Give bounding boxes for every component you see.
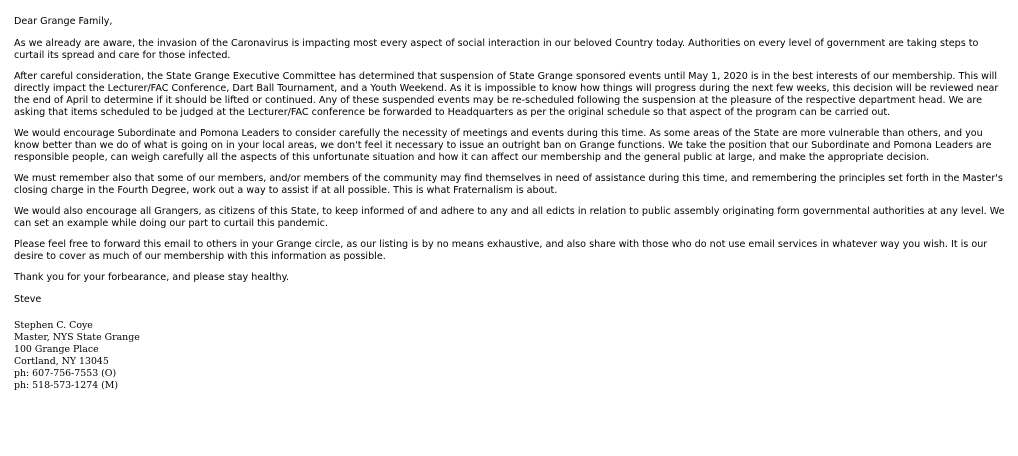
signature-title: Master, NYS State Grange	[14, 332, 140, 343]
email-signature	[14, 320, 1010, 392]
email-paragraph-2: After careful consideration, the State Grange Executive Committee has determined that suspension of State Grange sponsored events until May 1, 2020 is in the best interests of our membership. This will directly impact the Lecturer/FAC Conference, Dart Ball Tournament, and a Youth Weekend. As it is impossible to know how things will progress during the next few weeks, this decision will be reviewed near the end of April to determine if it should be lifted or continued. Any of these suspended events may be re-scheduled following the suspension at the pleasure of the respective department head. We are asking that items scheduled to be judged at the Lecturer/FAC conference be forwarded to Headquarters as per the original schedule so that aspect of the program can be carried out.	[14, 71, 999, 118]
email-paragraph-4: We must remember also that some of our members, and/or members of the community may find themselves in need of assistance during this time, and remembering the principles set forth in the Master's closing charge in the Fourth Degree, work out a way to assist if at all possible. This is what Fraternalism is about.	[14, 173, 1003, 196]
signature-phone-office: ph: 607-756-7553 (O)	[14, 368, 117, 379]
email-paragraph-1: As we already are aware, the invasion of the Caronavirus is impacting most every aspect of social interaction in our beloved Country today. Authorities on every level of government are taking steps to curtail its spread and care for those infected.	[14, 38, 979, 61]
signature-street: 100 Grange Place	[14, 344, 99, 355]
signature-city: Cortland, NY 13045	[14, 356, 109, 367]
email-paragraph-3: We would encourage Subordinate and Pomona Leaders to consider carefully the necessity of meetings and events during this time. As some areas of the State are more vulnerable than others, and you know better than we do of what is going on in your local areas, we don't feel it necessary to issue an outright ban on Grange functions. We take the position that our Subordinate and Pomona Leaders are responsible people, can weigh carefully all the aspects of this unfortunate situation and how it can affect our membership and the general public at large, and make the appropriate decision.	[14, 128, 992, 163]
email-sender-name: Steve	[14, 294, 42, 305]
email-greeting: Dear Grange Family,	[14, 16, 113, 27]
email-body	[14, 16, 1010, 392]
email-closing: Thank you for your forbearance, and please stay healthy.	[14, 272, 289, 283]
email-paragraph-6: Please feel free to forward this email to others in your Grange circle, as our listing is by no means exhaustive, and also share with those who do not use email services in whatever way you wish. It is our desire to cover as much of our membership with this information as possible.	[14, 239, 988, 262]
email-paragraph-5: We would also encourage all Grangers, as citizens of this State, to keep informed of and adhere to any and all edicts in relation to public assembly originating form governmental authorities at any level. We can set an example while doing our part to curtail this pandemic.	[14, 206, 1005, 229]
signature-phone-mobile: ph: 518-573-1274 (M)	[14, 380, 119, 391]
signature-name: Stephen C. Coye	[14, 320, 93, 331]
